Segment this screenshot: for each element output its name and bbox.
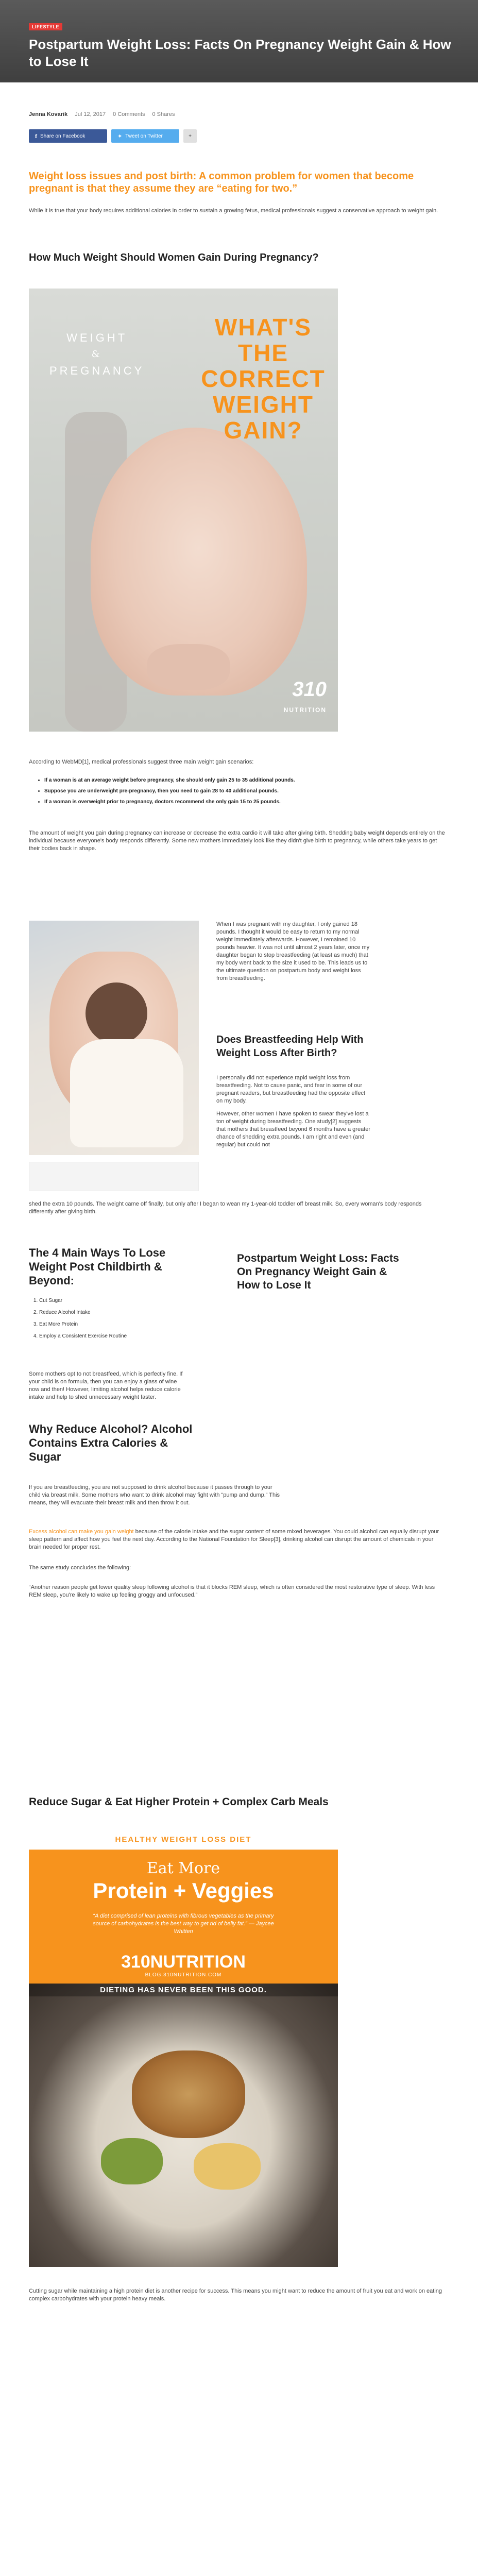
list-item: 3. Eat More Protein xyxy=(39,1321,194,1328)
poster-weight-pregnancy-label: WEIGHT & PREGNANCY xyxy=(49,331,145,377)
list-item: • If a woman is overweight prior to pregnancy, doctors recommend she only gain 15 to 25 pounds. xyxy=(44,799,456,806)
personal-story-paragraph: When I was pregnant with my daughter, I only gained 18 pounds. I thought it would be easy to return to my normal weight immediately afterwards. However, I remained 10 pounds heavier. It was not until almost 2 years later, once my daughter began to stop breastfeeding (at least as much) that my body went back to the size it used to be. This leads us to the ultimate question on postpartum body and weight loss from breastfeeding. xyxy=(216,921,370,981)
list-item: 2. Reduce Alcohol Intake xyxy=(39,1309,194,1316)
alcohol-paragraph-3: The same study concludes the following: xyxy=(29,1565,131,1571)
poster-310-logo: 310 NUTRITION xyxy=(283,678,327,714)
breastfeeding-heading: Does Breastfeeding Help With Weight Loss After Birth? xyxy=(216,1034,364,1059)
alcohol-weight-link[interactable]: Excess alcohol can make you gain weight xyxy=(29,1529,134,1535)
share-facebook-button[interactable] xyxy=(29,129,107,143)
poster-protein-veggies: Protein + Veggies xyxy=(93,1878,274,1903)
breastfeeding-paragraph-b: However, other women I have spoken to swear they've lost a ton of weight during breastfeeding. One study[2] suggests that mothers that breastfeed beyond 6 months have a greater chance of shedding extra pounds. I am right and even (and regular) but could not xyxy=(216,1111,371,1148)
poster-blog-url: BLOG.310NUTRITION.COM xyxy=(145,1972,222,1978)
image-caption-box xyxy=(29,1162,199,1191)
breastfeeding-paragraph-c: shed the extra 10 pounds. The weight came off finally, but only after I began to wean my 1-year-old toddler off breast milk. So, every woman's body responds differently after giving birth. xyxy=(29,1201,422,1215)
healthy-weight-loss-poster xyxy=(29,1829,338,2267)
breastfeeding-image xyxy=(29,921,199,1155)
poster-hand-shape xyxy=(147,644,230,690)
poster-310-logo: 310NUTRITION xyxy=(121,1952,246,1972)
image-shape-greens xyxy=(101,2138,163,2184)
section1-paragraph2: The amount of weight you gain during pregnancy can increase or decrease the extra cardio it will take after giving birth. Shedding baby weight depends entirely on the individual because everyone's body responds differently. Some new mothers immediately look like they didn't give birth to pregnancy, while others take years to get their bodies back in shape. xyxy=(29,830,445,852)
weight-pregnancy-poster xyxy=(29,289,338,732)
image-shape-baby-head xyxy=(86,982,147,1044)
image-shape-vegetables xyxy=(194,2143,261,2190)
breastfeeding-paragraph-a: I personally did not experience rapid weight loss from breastfeeding. Not to cause panic, and fear in some of our pregnant readers, but breastfeeding had the opposite effect on my body. xyxy=(216,1075,366,1104)
author-link[interactable]: Jenna Kovarik xyxy=(29,111,68,117)
article-meta xyxy=(29,111,175,117)
intro-paragraph: While it is true that your body requires additional calories in order to sustain a growing fetus, medical professionals suggest a conservative approach to weight gain. xyxy=(29,208,438,214)
poster-top-bar: HEALTHY WEIGHT LOSS DIET xyxy=(29,1829,338,1850)
sidebar-related-post[interactable] xyxy=(237,1252,407,1292)
poster-headline: WHAT'S THE CORRECT WEIGHT GAIN? xyxy=(201,314,326,444)
alcohol-paragraph-2: Excess alcohol can make you gain weight because of the calorie intake and the sugar content of some mixed beverages. You could alcohol can equally disrupt your sleep pattern and affect how you feel the next day. According to the National Foundation for Sleep[3], drinking alcohol can disrupt the amount of chemicals in your brain needed for proper rest. xyxy=(29,1529,439,1550)
reduce-sugar-heading: Reduce Sugar & Eat Higher Protein + Complex Carb Meals xyxy=(29,1796,329,1808)
more-share-button[interactable] xyxy=(183,129,197,143)
list-item: • Suppose you are underweight pre-pregnancy, then you need to gain 28 to 40 additional pounds. xyxy=(44,788,456,795)
sleep-quote: “Another reason people get lower quality sleep following alcohol is that it blocks REM sleep, which is often considered the most restorative type of sleep. With less REM sleep, you're likely to wake up feeling groggy and unfocused.” xyxy=(29,1584,435,1598)
related-post-title[interactable]: Postpartum Weight Loss: Facts On Pregnancy Weight Gain & How to Lose It xyxy=(237,1252,399,1291)
comments-count[interactable]: 0 Comments xyxy=(113,111,145,117)
list-item: 1. Cut Sugar xyxy=(39,1297,194,1304)
list-item: • If a woman is at an average weight before pregnancy, she should only gain 25 to 35 additional pounds. xyxy=(44,777,456,784)
weight-gain-list xyxy=(44,777,456,809)
image-shape-blanket xyxy=(70,1039,183,1147)
plus-icon: + xyxy=(189,133,192,139)
section1-heading: How Much Weight Should Women Gain During Pregnancy? xyxy=(29,252,319,263)
alcohol-paragraph-1: If you are breastfeeding, you are not supposed to drink alcohol because it passes through to your child via breast milk. Some mothers who want to drink alcohol may fight with “pump and dump.” This means, they will evacuate their breast milk and then throw it out. xyxy=(29,1484,280,1506)
list-item: 4. Employ a Consistent Exercise Routine xyxy=(39,1333,194,1340)
shares-count: 0 Shares xyxy=(152,111,175,117)
share-facebook-label: Share on Facebook xyxy=(40,133,86,139)
article-title: Postpartum Weight Loss: Facts On Pregnancy Weight Gain & How to Lose It xyxy=(29,37,451,69)
reduce-sugar-paragraph: Cutting sugar while maintaining a high protein diet is another recipe for success. This means you might want to reduce the amount of fruit you eat and work on eating complex carbohydrates with your protein heavy meals. xyxy=(29,2288,442,2302)
facebook-icon: f xyxy=(35,132,37,140)
share-bar xyxy=(29,129,197,143)
according-paragraph: According to WebMD[1], medical professionals suggest three main weight gain scenarios: xyxy=(29,759,254,765)
poster-dieting-banner: DIETING HAS NEVER BEEN THIS GOOD. xyxy=(29,1984,338,1996)
four-ways-heading: The 4 Main Ways To Lose Weight Post Childbirth & Beyond: xyxy=(29,1246,166,1287)
breastfeed-optional-paragraph: Some mothers opt to not breastfeed, which is perfectly fine. If your child is on formula, then you can enjoy a glass of wine now and then! However, limiting alcohol helps reduce calorie intake and help to shed unnecessary weight faster. xyxy=(29,1371,183,1400)
four-ways-list xyxy=(39,1297,194,1345)
hero-banner xyxy=(0,0,478,82)
publish-date: Jul 12, 2017 xyxy=(75,111,106,117)
image-shape-meat xyxy=(132,2050,245,2138)
poster-quote: “A diet comprised of lean proteins with fibrous vegetables as the primary source of carbohydrates is the best way to get rid of belly fat.” — Jaycee Whitten xyxy=(93,1913,274,1935)
share-twitter-label: Tweet on Twitter xyxy=(125,133,163,139)
twitter-icon: ✦ xyxy=(117,133,123,140)
category-badge[interactable]: LIFESTYLE xyxy=(29,23,62,30)
share-twitter-button[interactable] xyxy=(111,129,179,143)
alcohol-heading: Why Reduce Alcohol? Alcohol Contains Extra Calories & Sugar xyxy=(29,1422,193,1463)
poster-eat-more: Eat More xyxy=(146,1859,220,1877)
intro-heading: Weight loss issues and post birth: A common problem for women that become pregnant is that they assume they are “eating for two.” xyxy=(29,171,414,194)
